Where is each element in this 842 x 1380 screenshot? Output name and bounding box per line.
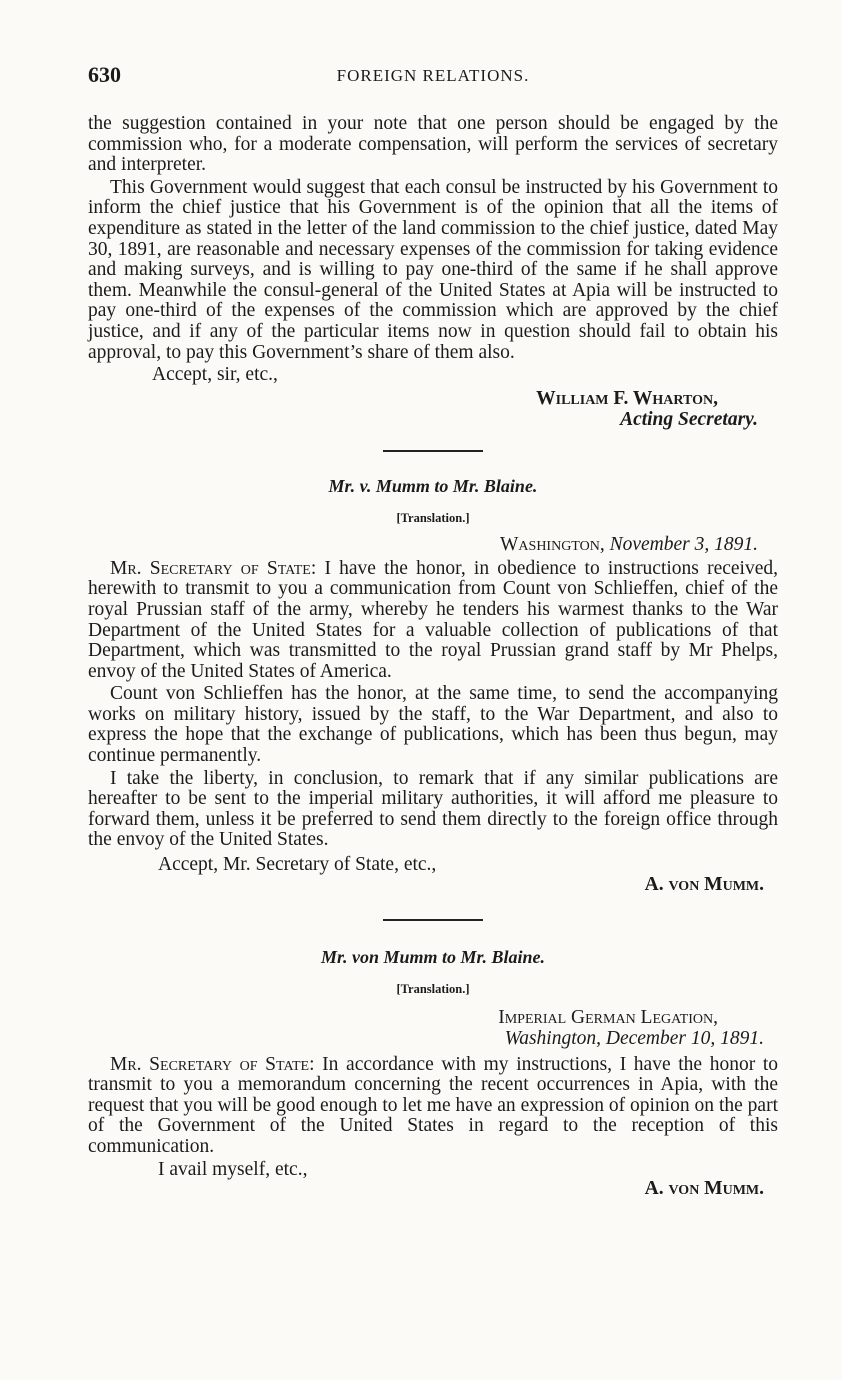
salutation: Mr. Secretary of State: bbox=[110, 557, 317, 579]
letter-mumm-november bbox=[88, 476, 778, 895]
divider bbox=[383, 450, 483, 452]
page-number: 630 bbox=[88, 62, 121, 87]
date-place: Washington, bbox=[500, 533, 605, 555]
sender: Imperial German Legation, bbox=[498, 1006, 718, 1028]
date: November 3, 1891. bbox=[609, 533, 758, 555]
closing: Accept, sir, etc., bbox=[152, 364, 278, 386]
translation-note: [Translation.] bbox=[396, 981, 470, 996]
paragraph: This Government would suggest that each consul be instructed by his Government to inform the chief justice that his Government is of the opinion that all the items of expenditure as stated in the letter of the land commission to the chief justice, dated May 30, 1891, are reasonable and necessary expenses of the commission for taking evidence and making surveys, and is willing to pay one-third of the same if he shall approve them. Meanwhile the consul-general of the United States at Apia will be instructed to pay one-third of the expenses of the commission which are approved by the chief justice, and if any of the particular items now in question should fail to obtain his approval, to pay this Government’s share of them also. bbox=[88, 176, 778, 363]
paragraph bbox=[88, 1055, 778, 1158]
letter-mumm-december bbox=[88, 947, 778, 1200]
letter-wharton bbox=[88, 114, 778, 430]
closing: Accept, Mr. Secretary of State, etc., bbox=[158, 854, 437, 876]
paragraph: I take the liberty, in conclusion, to remark that if any similar publications are hereafter to be sent to the imperial military authorities, it will afford me pleasure to forward them, unless it be preferred to send them directly to the foreign office through the envoy of the United States. bbox=[88, 767, 778, 851]
page-header bbox=[88, 62, 778, 96]
dateline bbox=[88, 534, 778, 555]
signature: A. von Mumm. bbox=[644, 1178, 764, 1200]
translation-note: [Translation.] bbox=[396, 510, 470, 525]
paragraph-text: I have the honor, in obedience to instructions received, herewith to transmit to you a communication from Count von Schlieffen, chief of the royal Prussian staff of the army, whereby he tenders his warmest thanks to the War Department of the United States for a valuable collection of publications of that Department, which was transmitted to the royal Prussian grand staff by Mr Phelps, envoy of the United States of America. bbox=[88, 557, 778, 682]
dateline bbox=[88, 1007, 778, 1049]
signature: A. von Mumm. bbox=[644, 873, 764, 895]
document-page bbox=[88, 62, 778, 1199]
paragraph: the suggestion contained in your note that one person should be engaged by the commission who, for a moderate compensation, will perform the services of secretary and interpreter. bbox=[88, 113, 778, 176]
closing: I avail myself, etc., bbox=[158, 1158, 308, 1180]
date: Washington, December 10, 1891. bbox=[504, 1027, 764, 1049]
signature-title: Acting Secretary. bbox=[620, 408, 758, 430]
paragraph-text: In accordance with my instructions, I have the honor to transmit to you a memorandum concerning the recent occurrences in Apia, with the request that you will be good enough to let me have an expression of opinion on the part of the Government of the United States in regard to the reception of this communication. bbox=[88, 1053, 778, 1157]
signature-block bbox=[88, 388, 778, 430]
signature-name: William F. Wharton, bbox=[536, 387, 718, 409]
paragraph bbox=[88, 559, 778, 683]
running-head: FOREIGN RELATIONS. bbox=[336, 66, 530, 85]
divider bbox=[383, 919, 483, 921]
letter-heading: Mr. von Mumm to Mr. Blaine. bbox=[320, 946, 546, 967]
salutation: Mr. Secretary of State: bbox=[110, 1053, 315, 1075]
paragraph: Count von Schlieffen has the honor, at the same time, to send the accompanying works on military history, issued by the staff, to the War Department, and also to express the hope that the exchange of publications, which has been thus begun, may continue permanently. bbox=[88, 683, 778, 767]
letter-heading: Mr. v. Mumm to Mr. Blaine. bbox=[328, 475, 538, 496]
